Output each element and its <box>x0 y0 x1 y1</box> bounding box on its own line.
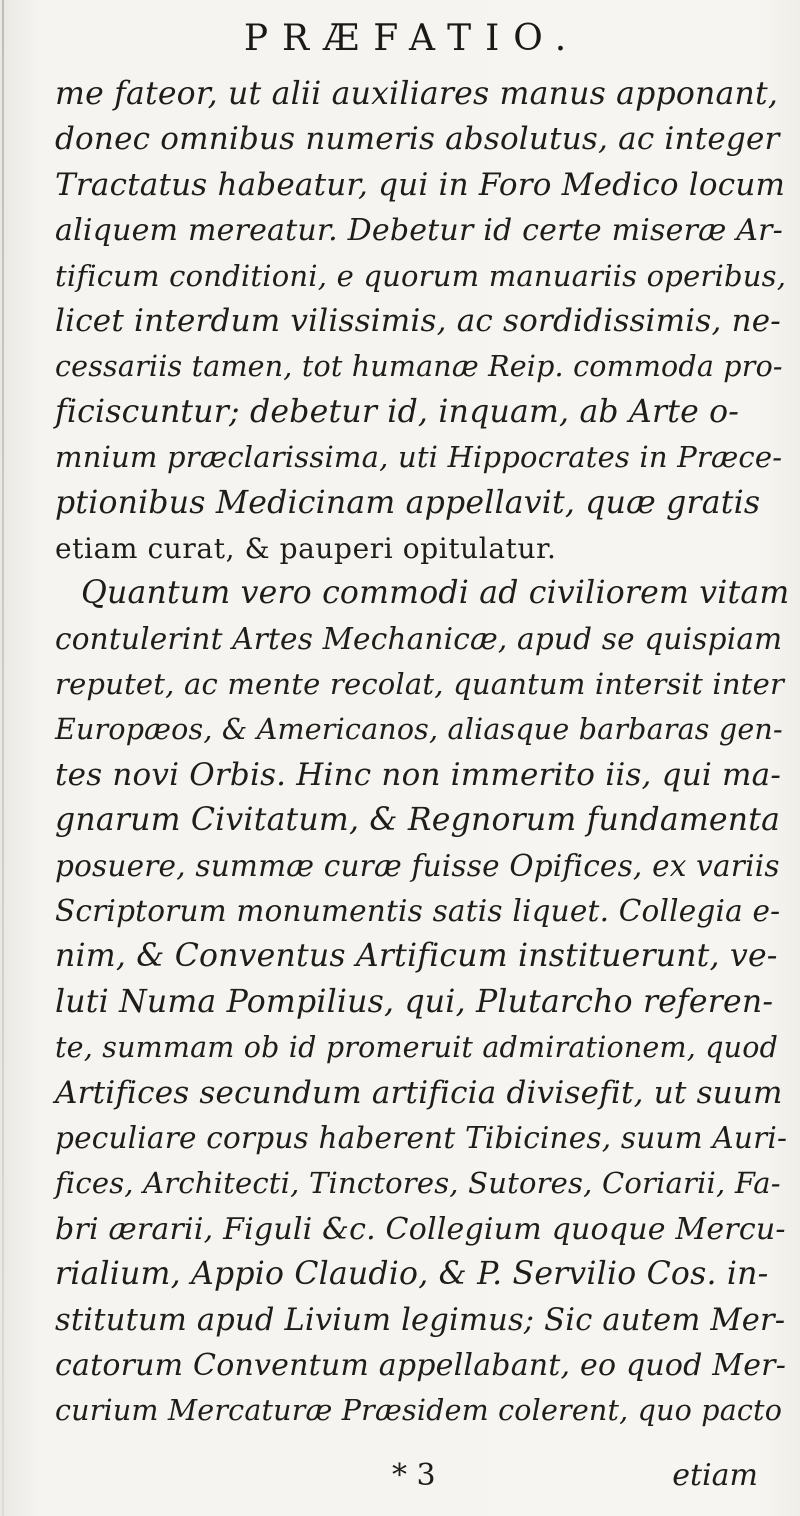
running-head: PRÆFATIO. <box>243 18 581 59</box>
text-line: gnarum Civitatum, & Regnorum fundamenta <box>55 802 781 839</box>
text-line: Quantum vero commodi ad civiliorem vitam <box>81 575 790 612</box>
text-line: aliquem mereatur. Debetur id certe miseræ Ar- <box>55 213 784 249</box>
text-line: reputet, ac mente recolat, quantum intersit inter <box>55 667 785 702</box>
text-line: stitutum apud Livium legimus; Sic autem Mer- <box>55 1302 786 1338</box>
text-line: fices, Architecti, Tinctores, Sutores, Coriarii, Fa- <box>55 1166 781 1201</box>
text-line: peculiare corpus haberent Tibicines, suum Auri- <box>55 1120 788 1155</box>
text-line: luti Numa Pompilius, qui, Plutarcho referen- <box>55 983 774 1020</box>
text-line: etiam curat, & pauperi opitulatur. <box>55 531 557 565</box>
page-gutter-edge <box>2 0 4 1516</box>
text-line: tes novi Orbis. Hinc non immerito iis, qui ma- <box>55 756 781 793</box>
text-line: donec omnibus numeris absolutus, ac integer <box>55 121 780 158</box>
text-line: Europæos, & Americanos, aliasque barbaras gen- <box>55 713 783 747</box>
body-text <box>55 72 790 1434</box>
text-line: posuere, summæ curæ fuisse Opifices, ex variis <box>55 848 780 883</box>
text-line: catorum Conventum appellabant, eo quod Mer- <box>55 1347 787 1383</box>
text-line: bri ærarii, Figuli &c. Collegium quoque Mercu- <box>55 1211 786 1247</box>
catchword: etiam <box>672 1458 758 1493</box>
text-line: me fateor, ut alii auxiliares manus apponant, <box>55 76 779 112</box>
page-footer <box>0 1458 800 1503</box>
signature-mark: * 3 <box>392 1458 436 1493</box>
text-line: ficiscuntur; debetur id, inquam, ab Arte o- <box>55 393 740 430</box>
text-line: licet interdum vilissimis, ac sordidissimis, ne- <box>55 302 781 339</box>
text-line: te, summam ob id promeruit admirationem, quod <box>55 1031 779 1065</box>
text-line: Tractatus habeatur, qui in Foro Medico locum <box>55 166 786 203</box>
text-line: ptionibus Medicinam appellavit, quæ gratis <box>55 484 761 521</box>
text-line: curium Mercaturæ Præsidem colerent, quo pacto <box>55 1394 783 1428</box>
text-line: mnium præclarissima, uti Hippocrates in Præce- <box>55 440 783 475</box>
text-line: cessariis tamen, tot humanæ Reip. commoda pro- <box>55 350 783 384</box>
text-line: Scriptorum monumentis satis liquet. Collegia e- <box>55 894 781 929</box>
text-line: nim, & Conventus Artificum instituerunt, ve- <box>55 938 778 975</box>
text-line: Artifices secundum artificia divisefit, ut suum <box>55 1074 783 1111</box>
text-line: tificum conditioni, e quorum manuariis operibus, <box>55 258 787 293</box>
text-line: rialium, Appio Claudio, & P. Servilio Cos. in- <box>55 1256 769 1293</box>
text-line: contulerint Artes Mechanicæ, apud se quispiam <box>55 621 783 656</box>
